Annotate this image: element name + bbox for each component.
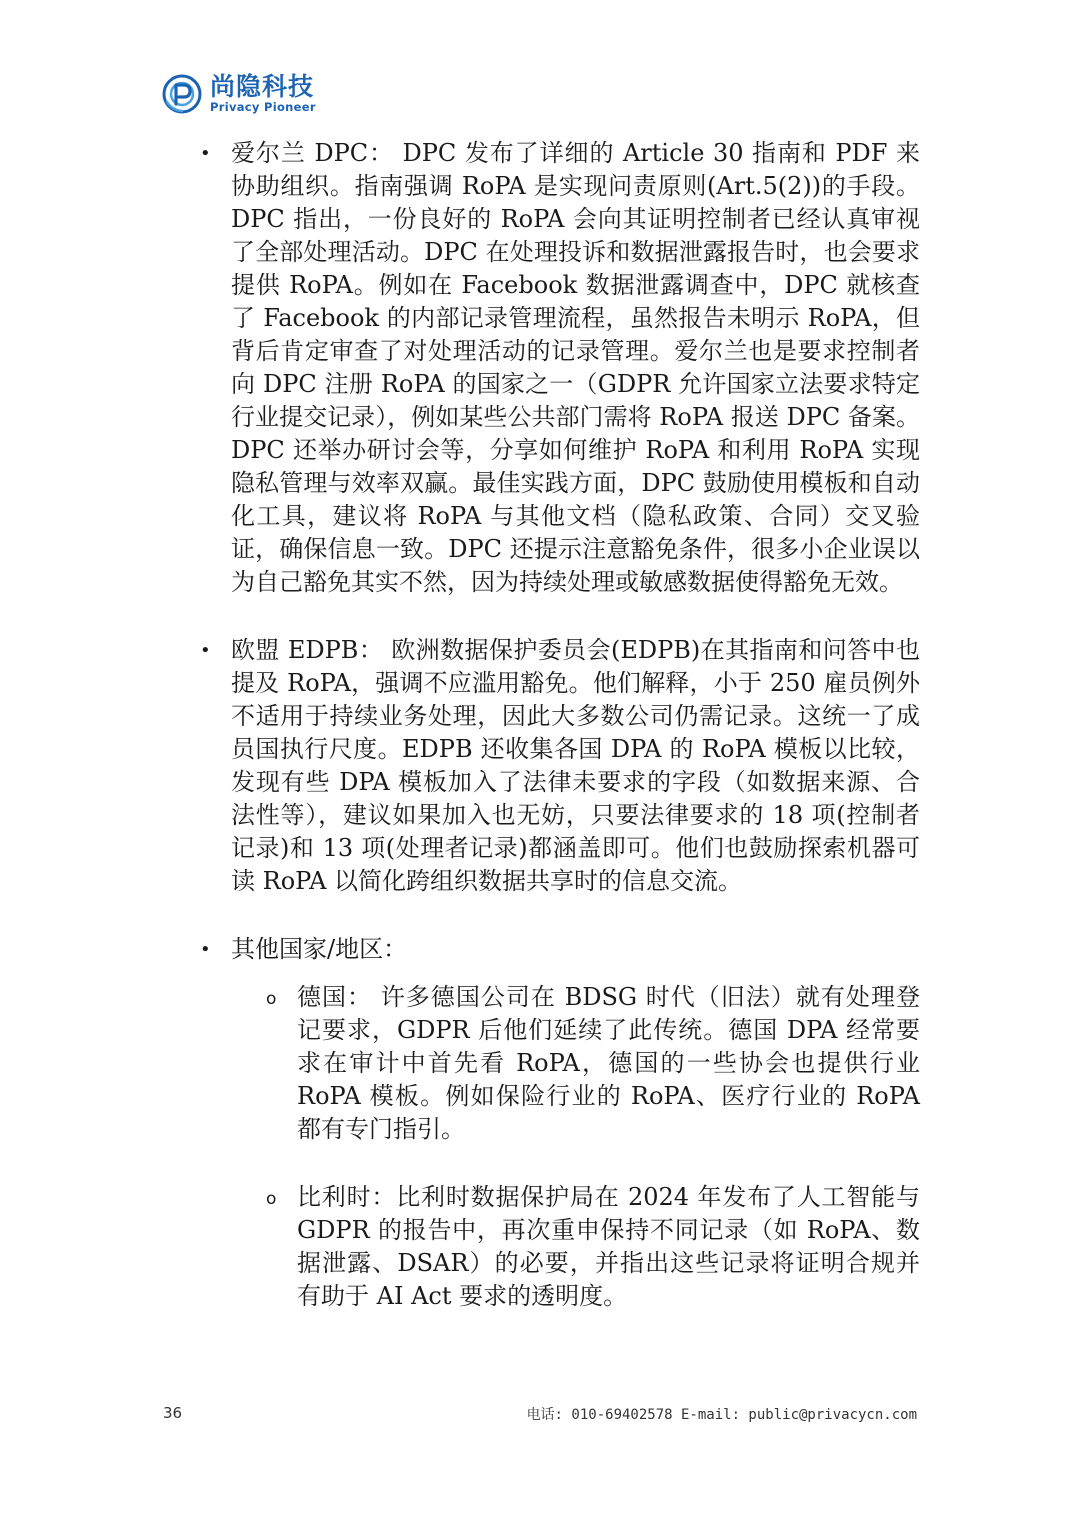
logo-chinese-name: 尚隐科技 — [210, 72, 315, 102]
sub-bullet-marker: o — [266, 989, 277, 1009]
sub-bullet-belgium — [266, 1181, 920, 1313]
bullet-text: 其他国家/地区： — [231, 935, 408, 963]
document-body — [200, 137, 920, 1348]
sub-bullet-text: 比利时：比利时数据保护局在 2024 年发布了人工智能与 GDPR 的报告中，再次重申保持不同记录（如 RoPA、数据泄露、DSAR）的必要，并指出这些记录将证明合规并有助于 AI Act 要求的透明度。 — [297, 1183, 920, 1310]
sub-bullet-marker: o — [266, 1189, 277, 1209]
logo-english-name: Privacy Pioneer — [210, 100, 316, 115]
footer-contact: 电话: 010-69402578 E-mail: public@privacycn.com — [526, 1407, 917, 1423]
page-number: 36 — [163, 1404, 183, 1422]
bullet-text: 欧盟 EDPB： 欧洲数据保护委员会(EDPB)在其指南和问答中也提及 RoPA，强调不应滥用豁免。他们解释，小于 250 雇员例外不适用于持续业务处理，因此大多数公司仍需记录。这统一了成员国执行尺度。EDPB 还收集各国 DPA 的 RoPA 模板以比较，发现有些 DPA 模板加入了法律未要求的字段（如数据来源、合法性等），建议如果加入也无妨，只要法律要求的 18 项(控制者记录)和 13 项(处理者记录)都涵盖即可。他们也鼓励探索机器可读 RoPA 以简化跨组织数据共享时的信息交流。 — [231, 636, 920, 895]
bullet-marker: • — [200, 143, 211, 164]
company-logo — [162, 74, 316, 114]
bullet-marker: • — [200, 640, 211, 661]
sub-bullet-germany — [266, 981, 920, 1146]
bullet-text: 爱尔兰 DPC： DPC 发布了详细的 Article 30 指南和 PDF 来协助组织。指南强调 RoPA 是实现问责原则(Art.5(2))的手段。DPC 指出，一份良好的 RoPA 会向其证明控制者已经认真审视了全部处理活动。DPC 在处理投诉和数据泄露报告时，也会要求提供 RoPA。例如在 Facebook 数据泄露调查中，DPC 就核查了 Facebook 的内部记录管理流程，虽然报告未明示 RoPA，但背后肯定审查了对处理活动的记录管理。爱尔兰也是要求控制者向 DPC 注册 RoPA 的国家之一（GDPR 允许国家立法要求特定行业提交记录），例如某些公共部门需将 RoPA 报送 DPC 备案。DPC 还举办研讨会等，分享如何维护 RoPA 和利用 RoPA 实现隐私管理与效率双赢。最佳实践方面，DPC 鼓励使用模板和自动化工具，建议将 RoPA 与其他文档（隐私政策、合同）交叉验证，确保信息一致。DPC 还提示注意豁免条件，很多小企业误以为自己豁免其实不然，因为持续处理或敏感数据使得豁免无效。 — [231, 139, 920, 596]
bullet-marker: • — [200, 939, 211, 960]
bullet-eu-edpb — [200, 634, 920, 898]
privacy-pioneer-logo-icon — [162, 74, 202, 114]
sub-bullet-list — [266, 981, 920, 1313]
bullet-ireland-dpc — [200, 137, 920, 599]
sub-bullet-text: 德国： 许多德国公司在 BDSG 时代（旧法）就有处理登记要求，GDPR 后他们延续了此传统。德国 DPA 经常要求在审计中首先看 RoPA，德国的一些协会也提供行业 RoPA 模板。例如保险行业的 RoPA、医疗行业的 RoPA 都有专门指引。 — [297, 983, 920, 1143]
bullet-other-regions — [200, 933, 920, 966]
